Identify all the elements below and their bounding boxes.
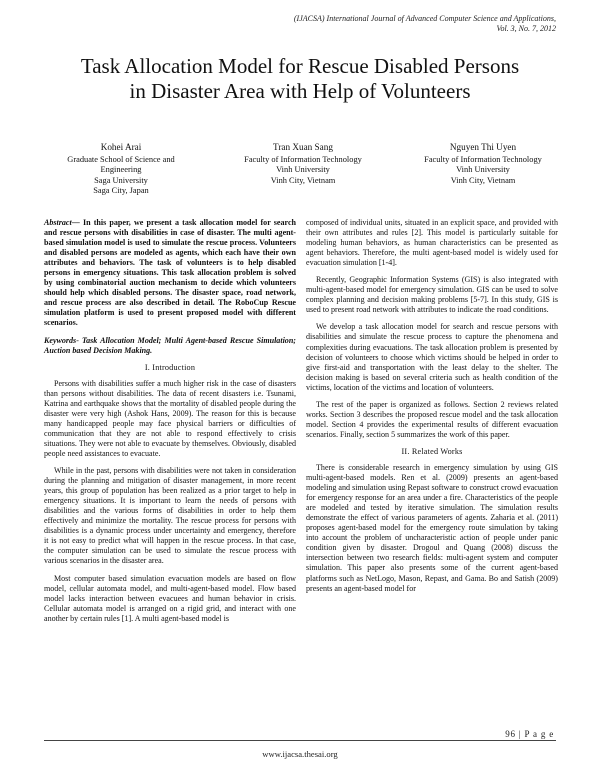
author-affiliation: Vinh University — [276, 165, 330, 175]
paragraph: Recently, Geographic Information Systems (GIS) is also integrated with multi-agent-based model for emergency simulation. GIS can be used to solve complex planning and decision making problems [5-7]. In this study, GIS is used to present road network with attributes to indicate the road conditions. — [306, 275, 558, 315]
author-affiliation: Graduate School of Science and — [67, 154, 175, 164]
right-column — [306, 218, 558, 601]
abstract-text: In this paper, we present a task allocation model for search and rescue persons with disabilities in case of disaster. The multi agent-based simulation model is used to simulate the rescue process. Volunteers and disabled persons are modeled as agents, which each have their own attributes and behaviors. The task of volunteers is to help disabled persons in emergency situations. This task allocation problem is solved by using combinatorial auction mechanism to decide which volunteers should help which disabled persons. The disaster space, road network, and rescue process are also described in detail. The RoboCup Rescue simulation platform is used to present proposed model with different scenarios. — [44, 218, 296, 328]
journal-url: www.ijacsa.thesai.org — [262, 749, 338, 759]
author-affiliation: Saga University — [94, 175, 148, 185]
paragraph: Most computer based simulation evacuation models are based on flow model, cellular automata model, and multi-agent-based model. Flow based model lacks interaction between evacuees and human behavior in crisis. Cellular automata model is arranged on a rigid grid, and interact with one another by certain rules [1]. A multi agent-based model is — [44, 573, 296, 623]
paragraph: composed of individual units, situated in an explicit space, and provided with their own attributes and rules [2]. This model is particularly suitable for modeling human behaviors, as human characteristics can be presented as agent behaviors. Therefore, the multi agent-based model is widely used for evacuation simulation [1-4]. — [306, 218, 558, 268]
author-affiliation: Saga City, Japan — [93, 186, 149, 196]
author-name: Kohei Arai — [100, 142, 142, 152]
author-name: Nguyen Thi Uyen — [449, 142, 517, 152]
author-affiliation: Vinh University — [456, 165, 510, 175]
author-block-1 — [36, 142, 206, 197]
journal-name: (IJACSA) International Journal of Advanced Computer Science and Applications, — [293, 14, 556, 23]
author-block-2 — [218, 142, 388, 186]
paragraph: The rest of the paper is organized as follows. Section 2 reviews related works. Section 3 describes the proposed rescue model and the task allocation model. Section 4 provides the experimental results of different evacuation scenarios. Finally, section 5 summarizes the work of this paper. — [306, 399, 558, 439]
title-line-2: in Disaster Area with Help of Volunteers — [129, 79, 471, 103]
paragraph: There is considerable research in emergency simulation by using GIS multi-agent-based models. Ren et al. (2009) presents an agent-based modeling and simulation using Repast software to construct crowd evacuation for emergency response for an area under a fire. Characteristics of the people are modeled and tested by iterative simulation. The simulation results demonstrate the effect of various parameters of agents. Zaharia et al. (2011) proposes agent-based model for the emergency route simulation by taking into account the problem of uncharacteristic action of people under panic condition given by disaster. Drogoul and Quang (2008) discuss the intersection between two research fields: multi-agent system and computer simulation. This paper also presents some of the current agent-based platforms such as NetLogo, Mason, Repast, and Gama. Bo and Satish (2009) presents an agent-based model for — [306, 462, 558, 593]
author-affiliation: Vinh City, Vietnam — [270, 175, 336, 185]
author-affiliation: Faculty of Information Technology — [424, 154, 542, 164]
page-number: 96 | P a g e — [505, 729, 554, 739]
author-affiliation: Engineering — [100, 165, 142, 175]
left-column — [44, 218, 296, 631]
abstract — [44, 218, 296, 329]
paragraph: While in the past, persons with disabilities were not taken in consideration during the planning and mitigation of disaster management, in more recent years, this group of population has been realized as a prior target to help in emergency situations. It is important to learn the needs of persons with disabilities and the various forms of disabilities in order to help them effectively and minimize the mortality. The rescue process for persons with disabilities is a dynamic process under uncertainty and emergency, therefore it is not easy to predict what will happen in the rescue process. In that case, the computer simulation can be used to simulate the rescue process with various scenarios in the disaster area. — [44, 466, 296, 566]
paragraph: We develop a task allocation model for search and rescue persons with disabilities and simulate the rescue process to capture the phenomena and complexities during evacuations. The task allocation problem is presented by decision of volunteers to choose which victims should be helped in order to give first-aid and transportation with the least delay to the shelter. The decision making is based on several criteria such as health condition of the victims, location of the victims and location of volunteers. — [306, 322, 558, 392]
title-line-1: Task Allocation Model for Rescue Disabled Persons — [80, 54, 520, 78]
paragraph: Persons with disabilities suffer a much higher risk in the case of disasters than persons without disabilities. The data of recent disasters i.e. Tsunami, Katrina and earthquake shows that the mortality of disabled people during the disaster were very high (Ashok Hans, 2009). The reason for this is because many handicapped people may face physical barriers or difficulties of communication that they are not able to respond effectively to crisis situations. They were not able to evacuate by themselves. Obviously, disabled people need assistances to evacuate. — [44, 378, 296, 458]
section-heading-related-works: II. Related Works — [401, 446, 463, 456]
author-affiliation: Vinh City, Vietnam — [450, 175, 516, 185]
journal-header — [294, 14, 556, 34]
footer-divider — [44, 740, 556, 741]
author-name: Tran Xuan Sang — [273, 142, 333, 152]
abstract-lead: Abstract— — [44, 218, 80, 227]
journal-volume: Vol. 3, No. 7, 2012 — [496, 24, 556, 33]
paper-title — [40, 54, 560, 104]
keywords: Keywords- Task Allocation Model; Multi Agent-based Rescue Simulation; Auction based Decision Making. — [44, 335, 296, 355]
author-block-3 — [398, 142, 568, 186]
section-heading-introduction: I. Introduction — [144, 362, 196, 372]
author-affiliation: Faculty of Information Technology — [244, 154, 362, 164]
